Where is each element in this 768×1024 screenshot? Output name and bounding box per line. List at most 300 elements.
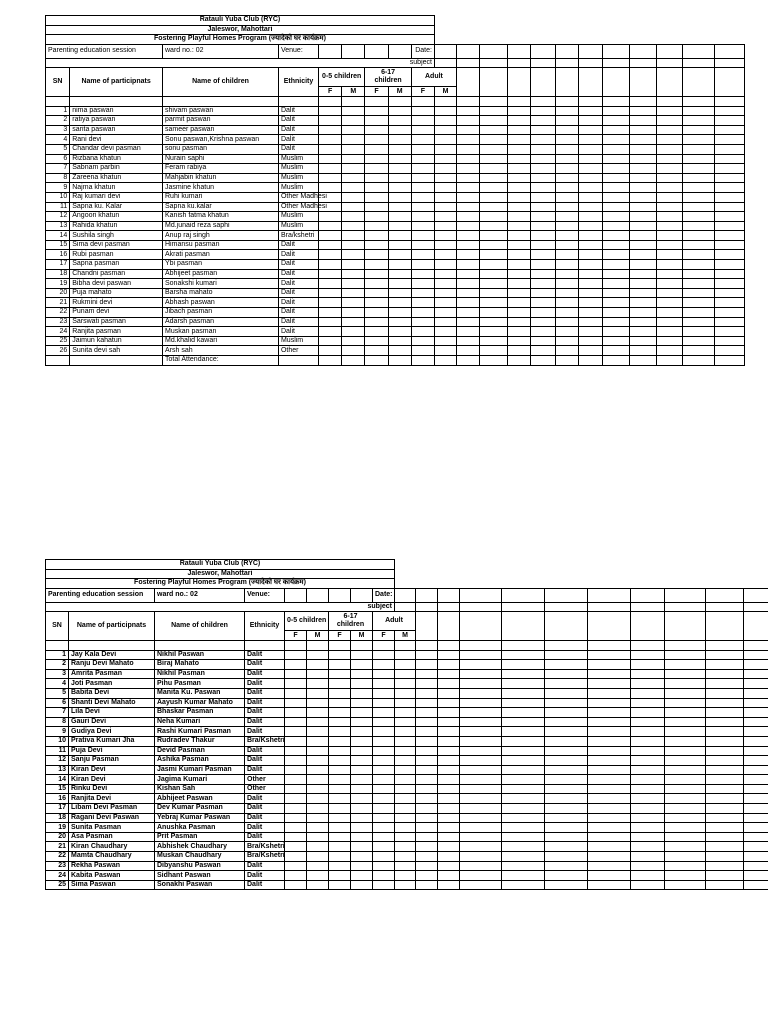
empty-cell xyxy=(502,880,545,890)
empty-cell xyxy=(285,871,307,881)
empty-cell xyxy=(715,173,745,183)
empty-cell xyxy=(507,231,530,241)
empty-cell xyxy=(530,96,555,106)
empty-cell xyxy=(388,164,411,174)
empty-cell xyxy=(629,346,656,356)
empty-cell xyxy=(285,688,307,698)
empty-cell xyxy=(319,212,342,222)
row-ethnicity: Other xyxy=(245,775,285,785)
empty-cell xyxy=(438,560,460,570)
row-sn: 21 xyxy=(46,298,70,308)
empty-cell xyxy=(457,260,480,270)
table-row xyxy=(46,221,745,231)
empty-cell xyxy=(395,569,416,579)
empty-cell xyxy=(411,250,434,260)
empty-cell xyxy=(388,356,411,366)
empty-cell xyxy=(657,144,682,154)
empty-cell xyxy=(556,25,579,35)
empty-cell xyxy=(706,861,744,871)
empty-cell xyxy=(602,25,629,35)
empty-cell xyxy=(307,688,329,698)
empty-cell xyxy=(416,852,438,862)
empty-cell xyxy=(507,164,530,174)
empty-cell xyxy=(579,336,602,346)
empty-cell xyxy=(460,832,502,842)
row-child: Kanish fatma khatun xyxy=(163,212,279,222)
empty-cell xyxy=(342,288,365,298)
empty-cell xyxy=(460,852,502,862)
empty-cell xyxy=(502,775,545,785)
table-row xyxy=(46,842,768,852)
attendance-table xyxy=(45,559,768,890)
empty-cell xyxy=(365,250,388,260)
empty-cell xyxy=(319,317,342,327)
empty-cell xyxy=(285,823,307,833)
empty-cell xyxy=(460,784,502,794)
empty-cell xyxy=(373,736,395,746)
empty-cell xyxy=(715,298,745,308)
table-row xyxy=(46,154,745,164)
empty-cell xyxy=(665,880,706,890)
empty-cell xyxy=(388,221,411,231)
empty-cell xyxy=(395,880,416,890)
empty-cell xyxy=(682,260,715,270)
empty-cell xyxy=(588,650,631,660)
row-ethnicity: Dalit xyxy=(278,106,318,116)
row-child: Ybi pasman xyxy=(163,260,279,270)
empty-cell xyxy=(631,746,665,756)
empty-cell xyxy=(507,212,530,222)
empty-cell xyxy=(434,96,456,106)
empty-cell xyxy=(307,756,329,766)
row-ethnicity: Other Madhesi xyxy=(278,192,318,202)
table-row xyxy=(46,804,768,814)
empty-cell xyxy=(502,708,545,718)
empty-cell xyxy=(602,16,629,26)
empty-cell xyxy=(388,154,411,164)
row-sn: 7 xyxy=(46,164,70,174)
empty-cell xyxy=(434,317,456,327)
empty-cell xyxy=(373,698,395,708)
empty-cell xyxy=(411,164,434,174)
empty-cell xyxy=(530,317,555,327)
empty-cell xyxy=(373,650,395,660)
row-child: Sapna ku.kalar xyxy=(163,202,279,212)
row-ethnicity: Dalit xyxy=(245,698,285,708)
empty-cell xyxy=(588,871,631,881)
empty-cell xyxy=(342,317,365,327)
empty-cell xyxy=(438,861,460,871)
row-participant: Kabita Paswan xyxy=(69,871,155,881)
empty-cell xyxy=(744,612,768,641)
empty-cell xyxy=(706,832,744,842)
empty-cell xyxy=(438,612,460,641)
empty-cell xyxy=(329,861,351,871)
empty-cell xyxy=(411,260,434,270)
header-gender-f: F xyxy=(365,87,388,97)
empty-cell xyxy=(507,356,530,366)
subject-label: subject xyxy=(46,602,395,612)
empty-cell xyxy=(530,308,555,318)
empty-cell xyxy=(438,579,460,589)
empty-cell xyxy=(588,765,631,775)
empty-cell xyxy=(631,569,665,579)
empty-cell xyxy=(507,106,530,116)
empty-cell xyxy=(46,96,70,106)
empty-cell xyxy=(715,58,745,68)
row-sn: 22 xyxy=(46,852,69,862)
empty-cell xyxy=(365,308,388,318)
empty-cell xyxy=(579,58,602,68)
empty-cell xyxy=(411,317,434,327)
empty-cell xyxy=(307,871,329,881)
empty-cell xyxy=(278,96,318,106)
empty-cell xyxy=(657,35,682,45)
empty-cell xyxy=(351,794,373,804)
empty-cell xyxy=(373,832,395,842)
empty-cell xyxy=(395,669,416,679)
empty-cell xyxy=(342,279,365,289)
row-sn: 5 xyxy=(46,688,69,698)
empty-cell xyxy=(665,679,706,689)
empty-cell xyxy=(307,708,329,718)
row-participant: Kiran Devi xyxy=(69,765,155,775)
empty-cell xyxy=(588,756,631,766)
empty-cell xyxy=(373,794,395,804)
empty-cell xyxy=(351,650,373,660)
table-row xyxy=(46,116,745,126)
empty-cell xyxy=(657,279,682,289)
empty-cell xyxy=(395,842,416,852)
empty-cell xyxy=(460,569,502,579)
empty-cell xyxy=(460,813,502,823)
empty-cell xyxy=(351,871,373,881)
empty-cell xyxy=(631,784,665,794)
empty-cell xyxy=(588,560,631,570)
empty-cell xyxy=(457,183,480,193)
row-child: Rudradev Thakur xyxy=(155,736,245,746)
empty-cell xyxy=(530,35,555,45)
row-sn: 4 xyxy=(46,679,69,689)
empty-cell xyxy=(706,612,744,641)
empty-cell xyxy=(457,269,480,279)
header-age-0-5: 0-5 children xyxy=(285,612,329,631)
empty-cell xyxy=(411,269,434,279)
row-ethnicity: Dalit xyxy=(245,717,285,727)
empty-cell xyxy=(588,612,631,641)
row-sn: 17 xyxy=(46,260,70,270)
empty-cell xyxy=(342,308,365,318)
empty-cell xyxy=(438,679,460,689)
table-row xyxy=(46,231,745,241)
empty-cell xyxy=(507,336,530,346)
empty-cell xyxy=(434,154,456,164)
row-participant: Raj kumari devi xyxy=(70,192,163,202)
row-child: Feram rabiya xyxy=(163,164,279,174)
empty-cell xyxy=(545,727,588,737)
empty-cell xyxy=(307,746,329,756)
empty-cell xyxy=(706,871,744,881)
empty-cell xyxy=(319,106,342,116)
row-participant: Kiran Chaudhary xyxy=(69,842,155,852)
empty-cell xyxy=(706,813,744,823)
row-sn: 25 xyxy=(46,880,69,890)
empty-cell xyxy=(665,775,706,785)
empty-cell xyxy=(657,231,682,241)
row-child: Kishan Sah xyxy=(155,784,245,794)
empty-cell xyxy=(388,125,411,135)
empty-cell xyxy=(319,327,342,337)
empty-cell xyxy=(556,336,579,346)
empty-cell xyxy=(631,813,665,823)
empty-cell xyxy=(715,221,745,231)
empty-cell xyxy=(434,356,456,366)
table-row xyxy=(46,746,768,756)
empty-cell xyxy=(629,202,656,212)
row-child: sameer paswan xyxy=(163,125,279,135)
empty-cell xyxy=(365,240,388,250)
program-title: Fostering Playful Homes Program (ज्यादेको घर कार्यक्रम) xyxy=(46,35,435,45)
empty-cell xyxy=(365,192,388,202)
empty-cell xyxy=(307,698,329,708)
empty-cell xyxy=(665,736,706,746)
empty-cell xyxy=(416,698,438,708)
row-ethnicity: Muslim xyxy=(278,164,318,174)
row-child: Jasmine khatun xyxy=(163,183,279,193)
empty-cell xyxy=(629,173,656,183)
empty-cell xyxy=(480,346,507,356)
empty-cell xyxy=(457,202,480,212)
header-children: Name of children xyxy=(155,612,245,641)
empty-cell xyxy=(545,813,588,823)
row-ethnicity: Dalit xyxy=(245,746,285,756)
empty-cell xyxy=(657,135,682,145)
empty-cell xyxy=(502,727,545,737)
row-participant: nima paswan xyxy=(70,106,163,116)
empty-cell xyxy=(706,852,744,862)
empty-cell xyxy=(715,240,745,250)
header-age-6-17: 6-17 children xyxy=(329,612,373,631)
empty-cell xyxy=(329,660,351,670)
empty-cell xyxy=(457,125,480,135)
table-row xyxy=(46,173,745,183)
empty-cell xyxy=(460,698,502,708)
row-sn: 9 xyxy=(46,183,70,193)
empty-cell xyxy=(373,679,395,689)
empty-cell xyxy=(285,588,307,602)
empty-cell xyxy=(480,250,507,260)
empty-cell xyxy=(588,852,631,862)
empty-cell xyxy=(602,154,629,164)
row-ethnicity: Dalit xyxy=(245,861,285,871)
row-ethnicity: Dalit xyxy=(278,260,318,270)
empty-cell xyxy=(744,813,768,823)
table-row xyxy=(46,269,745,279)
row-child: Devid Pasman xyxy=(155,746,245,756)
empty-cell xyxy=(416,813,438,823)
empty-cell xyxy=(245,640,285,650)
empty-cell xyxy=(556,269,579,279)
empty-cell xyxy=(629,250,656,260)
empty-cell xyxy=(631,736,665,746)
empty-cell xyxy=(631,832,665,842)
empty-cell xyxy=(351,765,373,775)
empty-cell xyxy=(579,288,602,298)
row-child: Muskan Chaudhary xyxy=(155,852,245,862)
empty-cell xyxy=(373,784,395,794)
empty-cell xyxy=(351,736,373,746)
empty-cell xyxy=(507,35,530,45)
empty-cell xyxy=(602,183,629,193)
row-participant: Libam Devi Pasman xyxy=(69,804,155,814)
empty-cell xyxy=(530,336,555,346)
empty-cell xyxy=(457,279,480,289)
empty-cell xyxy=(665,794,706,804)
table-row xyxy=(46,861,768,871)
empty-cell xyxy=(588,736,631,746)
empty-cell xyxy=(579,96,602,106)
row-ethnicity: Dalit xyxy=(245,813,285,823)
empty-cell xyxy=(480,164,507,174)
row-sn: 5 xyxy=(46,144,70,154)
empty-cell xyxy=(530,58,555,68)
empty-cell xyxy=(682,269,715,279)
row-participant: Chandar devi pasman xyxy=(70,144,163,154)
empty-cell xyxy=(682,35,715,45)
empty-cell xyxy=(588,602,631,612)
empty-cell xyxy=(744,688,768,698)
empty-cell xyxy=(602,250,629,260)
empty-cell xyxy=(416,579,438,589)
empty-cell xyxy=(480,125,507,135)
empty-cell xyxy=(507,221,530,231)
empty-cell xyxy=(460,746,502,756)
empty-cell xyxy=(460,560,502,570)
empty-cell xyxy=(395,804,416,814)
empty-cell xyxy=(365,327,388,337)
empty-cell xyxy=(657,68,682,97)
row-ethnicity: Dalit xyxy=(278,327,318,337)
empty-cell xyxy=(457,231,480,241)
empty-cell xyxy=(744,823,768,833)
table-row xyxy=(46,650,768,660)
empty-cell xyxy=(457,144,480,154)
empty-cell xyxy=(438,640,460,650)
empty-cell xyxy=(629,298,656,308)
empty-cell xyxy=(556,346,579,356)
empty-cell xyxy=(715,68,745,97)
row-participant: Ranjita Devi xyxy=(69,794,155,804)
empty-cell xyxy=(351,588,373,602)
empty-cell xyxy=(744,852,768,862)
empty-cell xyxy=(631,688,665,698)
empty-cell xyxy=(682,279,715,289)
empty-cell xyxy=(665,669,706,679)
empty-cell xyxy=(395,560,416,570)
empty-cell xyxy=(438,765,460,775)
row-sn: 18 xyxy=(46,813,69,823)
empty-cell xyxy=(411,336,434,346)
empty-cell xyxy=(706,602,744,612)
empty-cell xyxy=(631,794,665,804)
empty-cell xyxy=(319,346,342,356)
row-sn: 10 xyxy=(46,736,69,746)
empty-cell xyxy=(665,569,706,579)
empty-cell xyxy=(502,842,545,852)
row-ethnicity: Dalit xyxy=(245,832,285,842)
empty-cell xyxy=(411,212,434,222)
row-ethnicity: Dalit xyxy=(245,708,285,718)
row-sn: 16 xyxy=(46,794,69,804)
row-participant: Rubi pasman xyxy=(70,250,163,260)
empty-cell xyxy=(342,116,365,126)
empty-cell xyxy=(744,736,768,746)
empty-cell xyxy=(507,16,530,26)
empty-cell xyxy=(579,279,602,289)
row-child: Mahjabin khatun xyxy=(163,173,279,183)
empty-cell xyxy=(631,852,665,862)
row-sn: 12 xyxy=(46,212,70,222)
empty-cell xyxy=(631,679,665,689)
empty-cell xyxy=(365,44,388,58)
empty-cell xyxy=(715,327,745,337)
empty-cell xyxy=(460,612,502,641)
empty-cell xyxy=(507,183,530,193)
empty-cell xyxy=(579,16,602,26)
empty-cell xyxy=(307,804,329,814)
empty-cell xyxy=(434,336,456,346)
empty-cell xyxy=(556,154,579,164)
empty-cell xyxy=(502,784,545,794)
empty-cell xyxy=(744,560,768,570)
empty-cell xyxy=(307,832,329,842)
empty-cell xyxy=(457,240,480,250)
empty-cell xyxy=(744,640,768,650)
empty-cell xyxy=(602,68,629,97)
empty-cell xyxy=(342,231,365,241)
row-participant: Rahida khatun xyxy=(70,221,163,231)
empty-cell xyxy=(706,660,744,670)
row-sn: 8 xyxy=(46,173,70,183)
empty-cell xyxy=(388,298,411,308)
empty-cell xyxy=(411,135,434,145)
empty-cell xyxy=(342,154,365,164)
empty-cell xyxy=(579,240,602,250)
empty-cell xyxy=(457,346,480,356)
row-participant: Shanti Devi Mahato xyxy=(69,698,155,708)
table-row xyxy=(46,717,768,727)
empty-cell xyxy=(579,327,602,337)
empty-cell xyxy=(434,269,456,279)
empty-cell xyxy=(480,336,507,346)
empty-cell xyxy=(579,298,602,308)
row-sn: 22 xyxy=(46,308,70,318)
empty-cell xyxy=(457,44,480,58)
empty-cell xyxy=(602,173,629,183)
date-label: Date: xyxy=(373,588,395,602)
empty-cell xyxy=(579,116,602,126)
empty-cell xyxy=(285,679,307,689)
empty-cell xyxy=(285,660,307,670)
empty-cell xyxy=(460,669,502,679)
empty-cell xyxy=(365,135,388,145)
empty-cell xyxy=(665,698,706,708)
row-participant: Bibha devi paswan xyxy=(70,279,163,289)
empty-cell xyxy=(365,317,388,327)
empty-cell xyxy=(631,871,665,881)
empty-cell xyxy=(502,679,545,689)
empty-cell xyxy=(480,58,507,68)
